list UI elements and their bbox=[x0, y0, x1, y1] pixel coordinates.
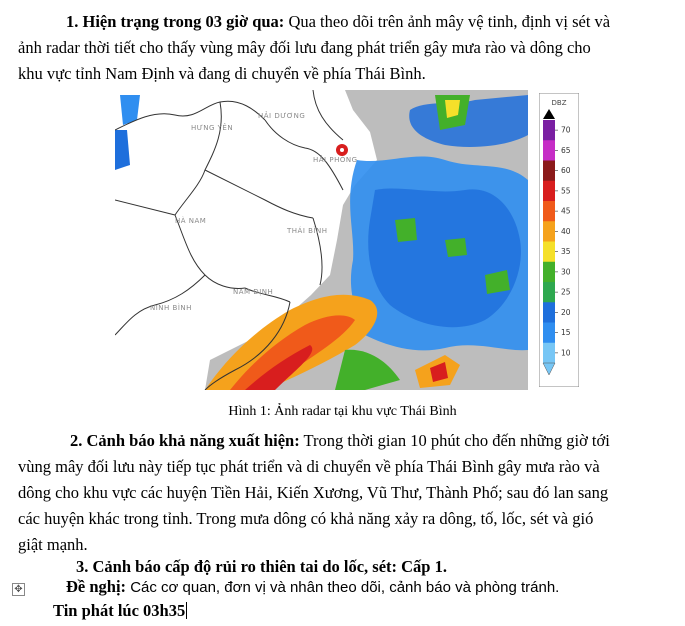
section1-line3: khu vực tỉnh Nam Định và đang di chuyển về phía Thái Bình. bbox=[18, 64, 426, 83]
section2-text: Trong thời gian 10 phút cho đến những giờ tới bbox=[299, 431, 610, 450]
map-label-ha-nam: HÀ NAM bbox=[175, 217, 207, 225]
figure-caption: Hình 1: Ảnh radar tại khu vực Thái Bình bbox=[228, 404, 457, 419]
legend-tick-label: 25 bbox=[561, 287, 571, 297]
legend-tick-label: 35 bbox=[561, 247, 571, 257]
legend-color-swatch bbox=[543, 242, 555, 263]
legend-color-swatch bbox=[543, 302, 555, 323]
recommendation bbox=[66, 574, 559, 601]
recommendation-label: Đề nghị: bbox=[66, 577, 127, 596]
legend-color-swatch bbox=[543, 161, 555, 182]
legend-tick-label: 30 bbox=[561, 267, 571, 277]
legend-color-swatch bbox=[543, 323, 555, 344]
section2-line1 bbox=[70, 428, 610, 454]
section1-line2: ảnh radar thời tiết cho thấy vùng mây đối lưu đang phát triển gây mưa rào và dông cho bbox=[18, 38, 591, 57]
section2-line3: dông cho khu vực các huyện Tiền Hải, Kiến Xương, Vũ Thư, Thành Phố; sau đó lan sang bbox=[18, 483, 609, 502]
radar-map bbox=[115, 90, 528, 390]
text-cursor bbox=[186, 602, 187, 619]
map-label-hai-phong: HẢI PHÒNG bbox=[313, 156, 358, 164]
legend-color-swatch bbox=[543, 120, 555, 141]
section2-line2: vùng mây đối lưu này tiếp tục phát triển và di chuyển về phía Thái Bình gây mưa rào và bbox=[18, 457, 600, 476]
legend-tick-label: 65 bbox=[561, 145, 571, 155]
legend-color-swatch bbox=[543, 262, 555, 283]
section3-heading: 3. Cảnh báo cấp độ rủi ro thiên tai do lốc, sét: Cấp 1. bbox=[76, 557, 447, 576]
legend-color-swatch bbox=[543, 181, 555, 202]
legend-tick-label: 40 bbox=[561, 226, 571, 236]
map-label-ninh-binh: NINH BÌNH bbox=[150, 304, 192, 312]
map-label-nam-dinh: NAM ĐỊNH bbox=[233, 288, 274, 296]
section2-line4: các huyện khác trong tỉnh. Trong mưa dông có khả năng xảy ra dông, tố, lốc, sét và gió bbox=[18, 509, 594, 528]
legend-color-swatch bbox=[543, 221, 555, 242]
map-label-hai-duong: HẢI DƯƠNG bbox=[258, 112, 306, 120]
legend-tick-label: 70 bbox=[561, 125, 571, 135]
recommendation-text: Các cơ quan, đơn vị và nhân theo dõi, cảnh báo và phòng tránh. bbox=[126, 579, 560, 596]
section1-text: Qua theo dõi trên ảnh mây vệ tinh, định vị sét và bbox=[284, 12, 611, 31]
map-label-hung-yen: HƯNG YÊN bbox=[191, 124, 234, 132]
legend-color-swatch bbox=[543, 140, 555, 161]
section2-line5: giật mạnh. bbox=[18, 535, 88, 554]
table-move-handle-icon[interactable]: ✥ bbox=[12, 583, 25, 596]
section2-heading: 2. Cảnh báo khả năng xuất hiện: bbox=[70, 431, 300, 450]
legend-color-bar bbox=[543, 120, 555, 364]
issued-time: Tin phát lúc 03h35 bbox=[53, 601, 186, 620]
radar-legend bbox=[539, 93, 579, 387]
section1-line1 bbox=[66, 9, 610, 35]
legend-color-swatch bbox=[543, 201, 555, 222]
legend-tick-label: 60 bbox=[561, 166, 571, 176]
map-label-thai-binh: THÁI BÌNH bbox=[287, 227, 328, 235]
legend-tick-label: 15 bbox=[561, 328, 571, 338]
legend-color-swatch bbox=[543, 282, 555, 303]
legend-tick-label: 10 bbox=[561, 348, 571, 358]
legend-tick-label: 45 bbox=[561, 206, 571, 216]
section1-heading: 1. Hiện trạng trong 03 giờ qua: bbox=[66, 12, 285, 31]
legend-tick-label: 20 bbox=[561, 307, 571, 317]
legend-color-swatch bbox=[543, 343, 555, 364]
legend-tick-label: 55 bbox=[561, 186, 571, 196]
legend-unit: DBZ bbox=[551, 99, 567, 107]
